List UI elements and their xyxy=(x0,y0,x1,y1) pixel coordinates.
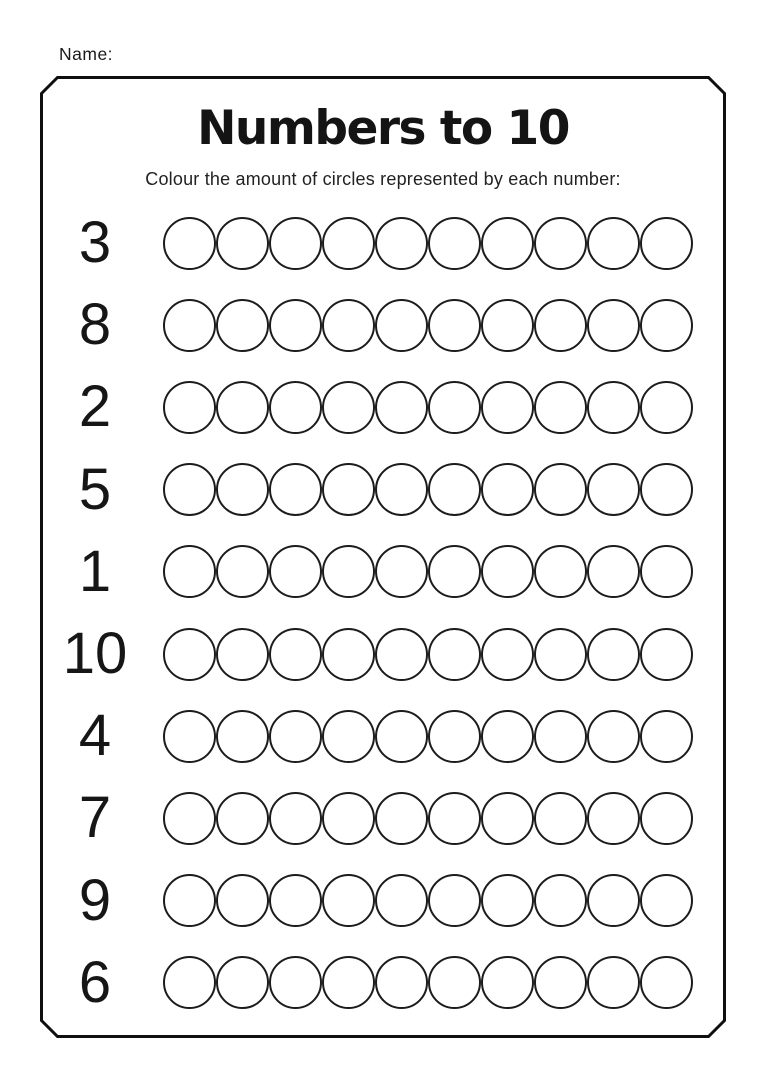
circle-strip xyxy=(163,792,693,845)
circle-strip xyxy=(163,463,693,516)
number-row xyxy=(40,449,726,531)
colorable-circle[interactable] xyxy=(375,545,428,598)
row-number-label: 4 xyxy=(78,703,112,769)
colorable-circle[interactable] xyxy=(163,381,216,434)
number-row xyxy=(40,531,726,613)
colorable-circle[interactable] xyxy=(640,381,693,434)
colorable-circle[interactable] xyxy=(428,299,481,352)
colorable-circle[interactable] xyxy=(216,710,269,763)
colorable-circle[interactable] xyxy=(322,710,375,763)
colorable-circle[interactable] xyxy=(428,628,481,681)
colorable-circle[interactable] xyxy=(587,792,640,845)
colorable-circle[interactable] xyxy=(640,710,693,763)
instruction-text: Colour the amount of circles represented by each number: xyxy=(145,169,621,189)
circle-strip xyxy=(163,299,693,352)
colorable-circle[interactable] xyxy=(322,299,375,352)
colorable-circle[interactable] xyxy=(640,217,693,270)
colorable-circle[interactable] xyxy=(481,874,534,927)
colorable-circle[interactable] xyxy=(428,792,481,845)
colorable-circle[interactable] xyxy=(428,463,481,516)
colorable-circle[interactable] xyxy=(640,628,693,681)
row-number-label: 2 xyxy=(78,374,112,440)
circle-strip xyxy=(163,956,693,1009)
colorable-circle[interactable] xyxy=(640,463,693,516)
colorable-circle[interactable] xyxy=(428,545,481,598)
colorable-circle[interactable] xyxy=(269,956,322,1009)
colorable-circle[interactable] xyxy=(481,381,534,434)
row-number-label: 9 xyxy=(78,867,112,933)
colorable-circle[interactable] xyxy=(163,956,216,1009)
colorable-circle[interactable] xyxy=(375,463,428,516)
row-number-label: 7 xyxy=(78,785,112,851)
colorable-circle[interactable] xyxy=(322,628,375,681)
colorable-circle[interactable] xyxy=(216,299,269,352)
colorable-circle[interactable] xyxy=(640,956,693,1009)
colorable-circle[interactable] xyxy=(269,792,322,845)
row-number-label: 5 xyxy=(78,456,112,522)
colorable-circle[interactable] xyxy=(587,545,640,598)
colorable-circle[interactable] xyxy=(534,463,587,516)
rows-container xyxy=(40,76,726,1038)
number-row xyxy=(40,284,726,366)
colorable-circle[interactable] xyxy=(534,381,587,434)
colorable-circle[interactable] xyxy=(216,217,269,270)
row-number-label: 1 xyxy=(78,538,112,604)
circle-strip xyxy=(163,545,693,598)
colorable-circle[interactable] xyxy=(375,956,428,1009)
number-row xyxy=(40,613,726,695)
colorable-circle[interactable] xyxy=(216,956,269,1009)
colorable-circle[interactable] xyxy=(534,628,587,681)
colorable-circle[interactable] xyxy=(322,381,375,434)
colorable-circle[interactable] xyxy=(481,792,534,845)
colorable-circle[interactable] xyxy=(428,710,481,763)
worksheet-title: Numbers to 10 xyxy=(197,101,569,156)
colorable-circle[interactable] xyxy=(534,217,587,270)
colorable-circle[interactable] xyxy=(216,463,269,516)
colorable-circle[interactable] xyxy=(269,874,322,927)
colorable-circle[interactable] xyxy=(375,874,428,927)
colorable-circle[interactable] xyxy=(163,874,216,927)
number-row xyxy=(40,366,726,448)
colorable-circle[interactable] xyxy=(640,792,693,845)
colorable-circle[interactable] xyxy=(428,874,481,927)
name-label: Name: xyxy=(59,44,114,64)
colorable-circle[interactable] xyxy=(534,545,587,598)
colorable-circle[interactable] xyxy=(216,874,269,927)
colorable-circle[interactable] xyxy=(587,299,640,352)
colorable-circle[interactable] xyxy=(587,874,640,927)
colorable-circle[interactable] xyxy=(587,628,640,681)
colorable-circle[interactable] xyxy=(375,792,428,845)
row-number-label: 8 xyxy=(78,292,112,358)
colorable-circle[interactable] xyxy=(163,710,216,763)
colorable-circle[interactable] xyxy=(269,217,322,270)
colorable-circle[interactable] xyxy=(481,710,534,763)
circle-strip xyxy=(163,381,693,434)
colorable-circle[interactable] xyxy=(163,463,216,516)
colorable-circle[interactable] xyxy=(216,545,269,598)
circle-strip xyxy=(163,628,693,681)
colorable-circle[interactable] xyxy=(322,792,375,845)
colorable-circle[interactable] xyxy=(587,463,640,516)
colorable-circle[interactable] xyxy=(587,217,640,270)
number-row xyxy=(40,202,726,284)
colorable-circle[interactable] xyxy=(481,628,534,681)
colorable-circle[interactable] xyxy=(216,381,269,434)
colorable-circle[interactable] xyxy=(587,956,640,1009)
colorable-circle[interactable] xyxy=(375,299,428,352)
row-number-label: 3 xyxy=(78,210,112,275)
colorable-circle[interactable] xyxy=(269,299,322,352)
circle-strip xyxy=(163,217,693,270)
colorable-circle[interactable] xyxy=(163,299,216,352)
colorable-circle[interactable] xyxy=(216,792,269,845)
colorable-circle[interactable] xyxy=(534,956,587,1009)
colorable-circle[interactable] xyxy=(375,628,428,681)
colorable-circle[interactable] xyxy=(587,710,640,763)
circle-strip xyxy=(163,874,693,927)
colorable-circle[interactable] xyxy=(163,217,216,270)
colorable-circle[interactable] xyxy=(322,217,375,270)
colorable-circle[interactable] xyxy=(534,299,587,352)
colorable-circle[interactable] xyxy=(322,463,375,516)
colorable-circle[interactable] xyxy=(428,381,481,434)
colorable-circle[interactable] xyxy=(640,545,693,598)
colorable-circle[interactable] xyxy=(534,874,587,927)
number-row xyxy=(40,942,726,1024)
colorable-circle[interactable] xyxy=(163,545,216,598)
colorable-circle[interactable] xyxy=(322,956,375,1009)
colorable-circle[interactable] xyxy=(269,463,322,516)
colorable-circle[interactable] xyxy=(375,710,428,763)
colorable-circle[interactable] xyxy=(481,299,534,352)
row-number-label: 10 xyxy=(62,621,128,686)
colorable-circle[interactable] xyxy=(534,792,587,845)
colorable-circle[interactable] xyxy=(216,628,269,681)
colorable-circle[interactable] xyxy=(163,792,216,845)
colorable-circle[interactable] xyxy=(481,463,534,516)
colorable-circle[interactable] xyxy=(269,710,322,763)
number-row xyxy=(40,777,726,859)
row-number-label: 6 xyxy=(78,949,112,1015)
colorable-circle[interactable] xyxy=(587,381,640,434)
colorable-circle[interactable] xyxy=(640,299,693,352)
colorable-circle[interactable] xyxy=(269,381,322,434)
colorable-circle[interactable] xyxy=(481,217,534,270)
colorable-circle[interactable] xyxy=(481,956,534,1009)
colorable-circle[interactable] xyxy=(322,874,375,927)
colorable-circle[interactable] xyxy=(428,217,481,270)
circle-strip xyxy=(163,710,693,763)
colorable-circle[interactable] xyxy=(269,628,322,681)
colorable-circle[interactable] xyxy=(640,874,693,927)
colorable-circle[interactable] xyxy=(375,381,428,434)
colorable-circle[interactable] xyxy=(428,956,481,1009)
colorable-circle[interactable] xyxy=(163,628,216,681)
colorable-circle[interactable] xyxy=(481,545,534,598)
number-row xyxy=(40,695,726,777)
worksheet-frame xyxy=(40,76,726,1038)
number-row xyxy=(40,860,726,942)
colorable-circle[interactable] xyxy=(322,545,375,598)
colorable-circle[interactable] xyxy=(534,710,587,763)
colorable-circle[interactable] xyxy=(269,545,322,598)
colorable-circle[interactable] xyxy=(375,217,428,270)
